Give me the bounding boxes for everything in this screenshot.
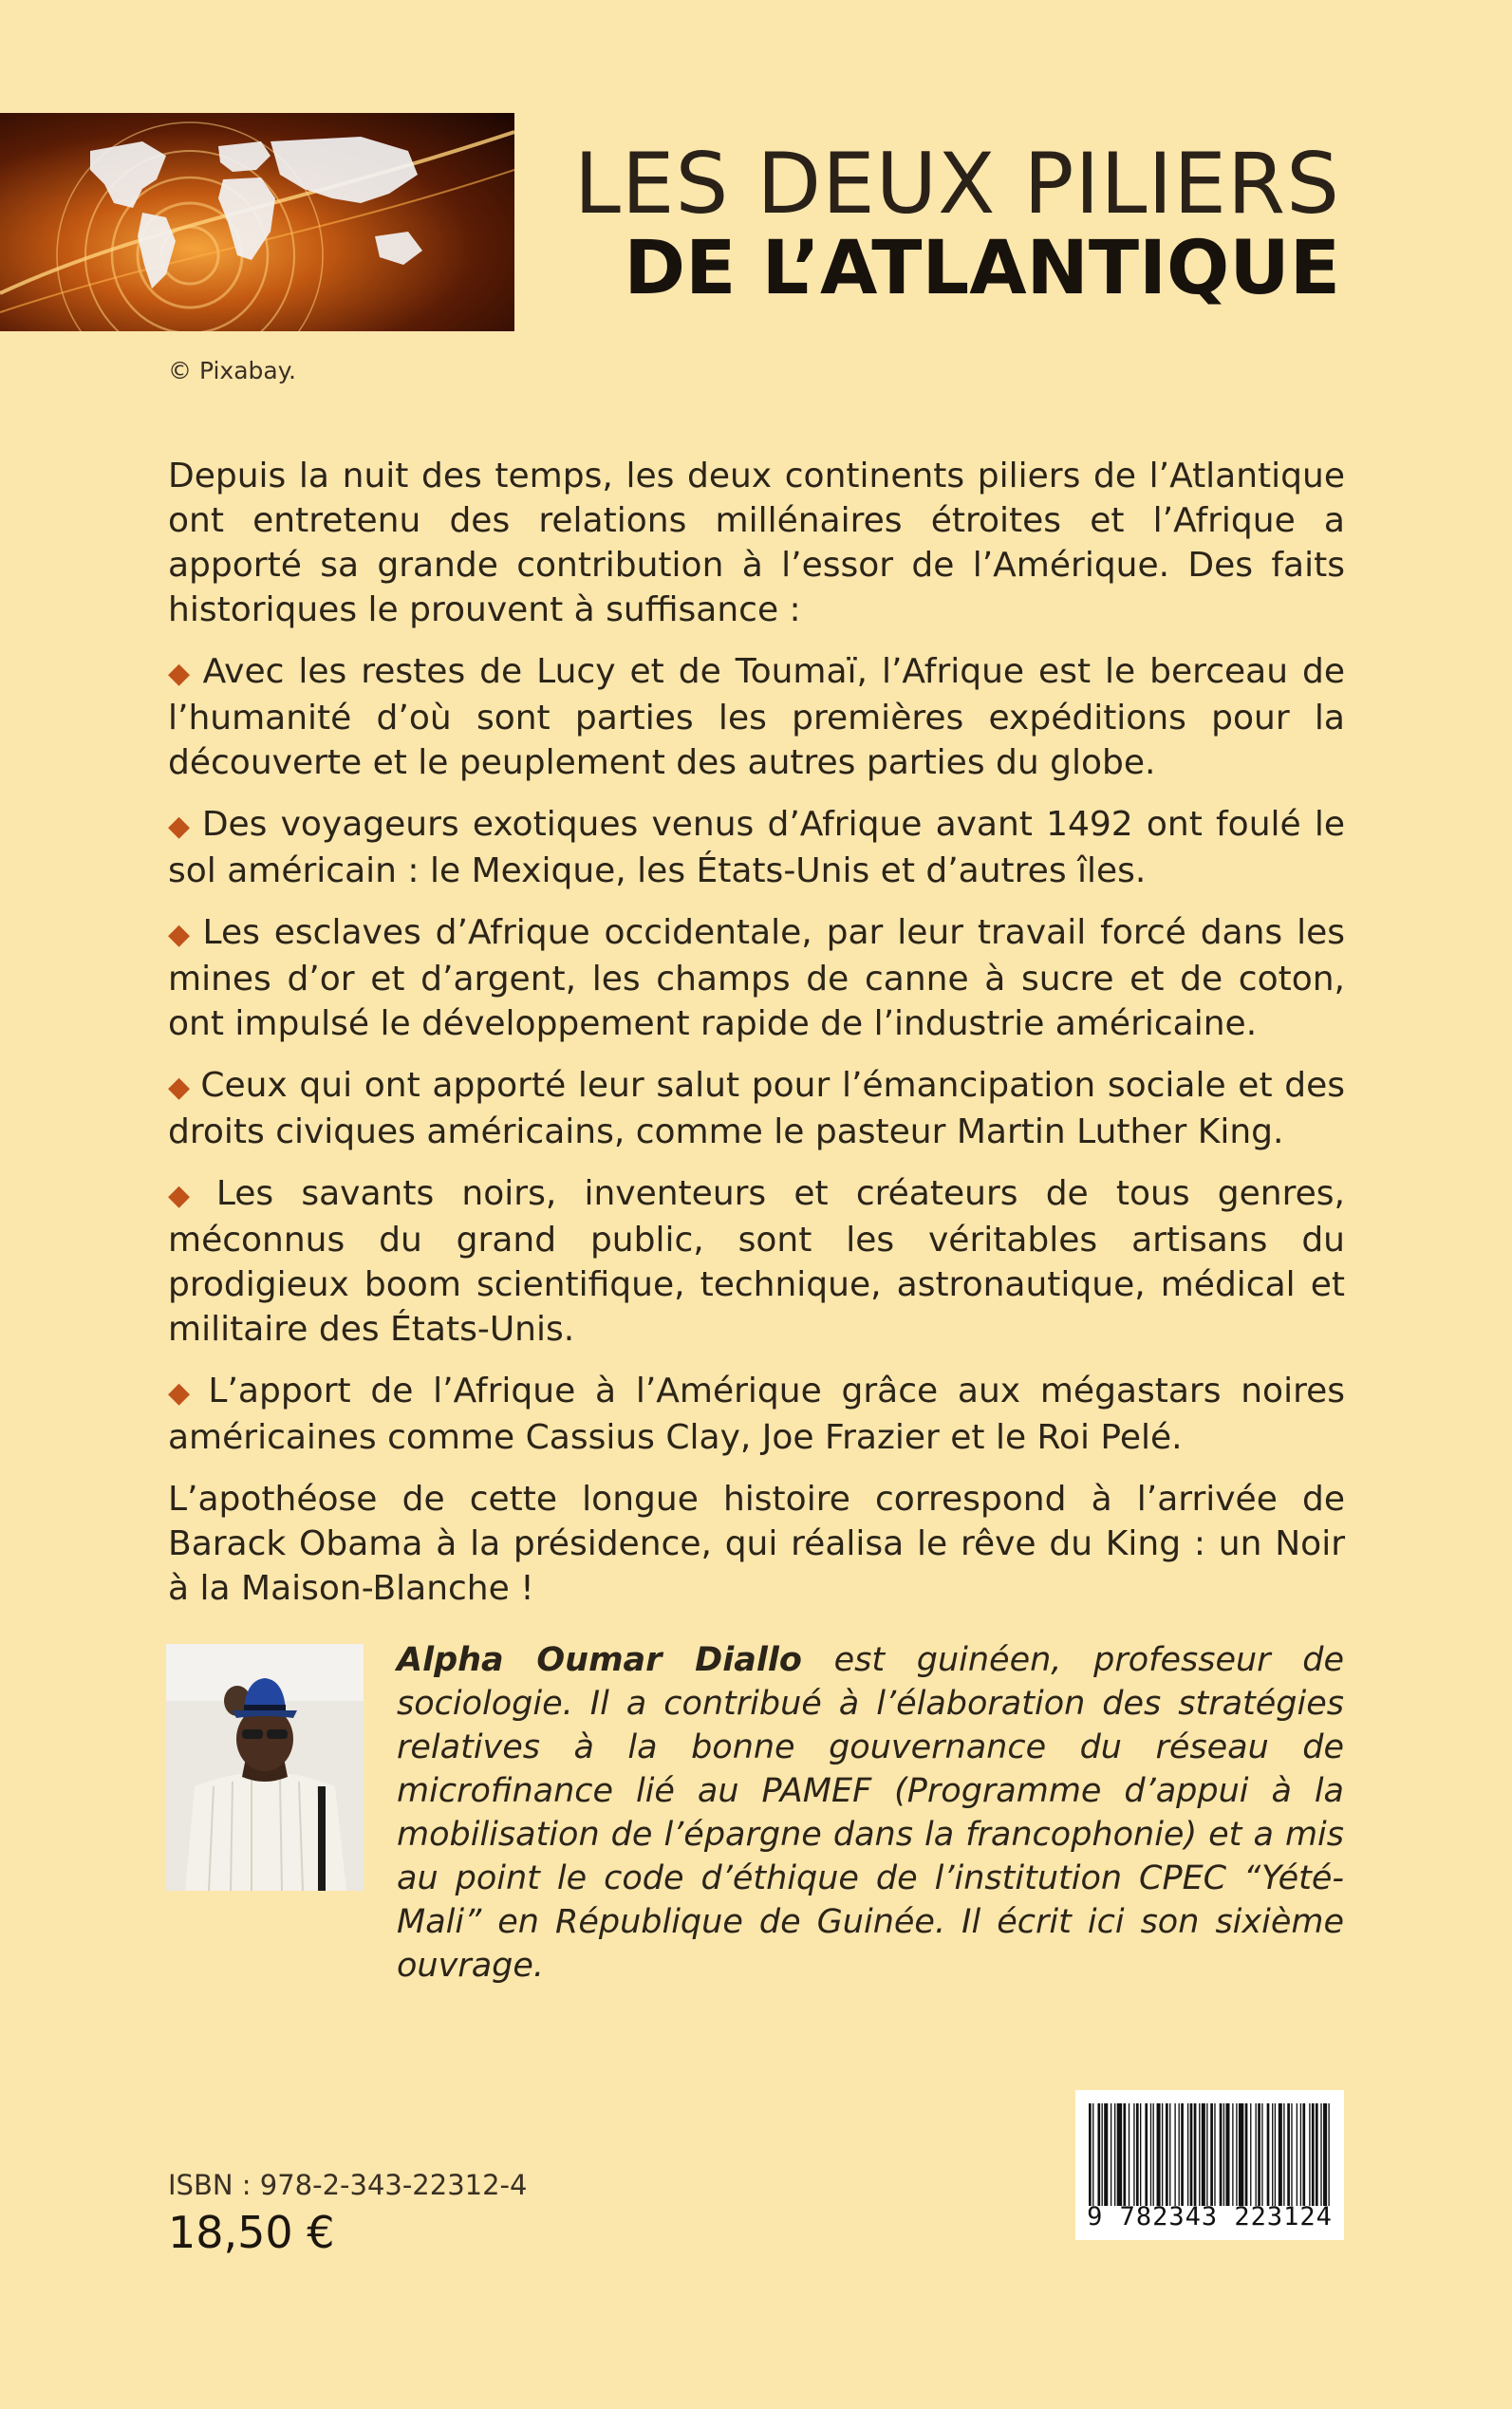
price-label: 18,50 €: [168, 2207, 335, 2258]
author-bio-text: est guinéen, professeur de sociologie. Il a contribué à l’élaboration des stratégies relatives à la bonne gouvernance du réseau de microfinance lié au PAMEF (Programme d’appui à la mobilisation de l’épargne dans la francophonie) et a mis au point le code d’éthique de l’institution CPEC “Yété-Mali” en République de Guinée. Il écrit ici son sixième ouvrage.: [397, 1641, 1344, 1985]
author-photo: [166, 1644, 364, 1891]
book-summary: [168, 454, 1345, 1628]
bullet-text: Ceux qui ont apporté leur salut pour l’émancipation sociale et des droits civiques américains, comme le pasteur Martin Luther King.: [168, 1066, 1345, 1151]
barcode-digits: 9 782343 223124: [1087, 2202, 1333, 2232]
diamond-bullet-icon: ◆: [168, 1376, 199, 1410]
summary-bullet: [168, 649, 1345, 785]
book-title-line-1: LES DEUX PILIERS: [573, 135, 1340, 233]
author-name: Alpha Oumar Diallo: [397, 1641, 802, 1679]
author-biography: [397, 1638, 1344, 1988]
summary-bullet: [168, 1063, 1345, 1154]
diamond-bullet-icon: ◆: [168, 1071, 192, 1104]
isbn-barcode: [1075, 2090, 1344, 2240]
summary-bullet: [168, 1171, 1345, 1352]
summary-intro: Depuis la nuit des temps, les deux continents piliers de l’Atlantique ont entretenu des relations millénaires étroites et l’Afrique a apporté sa grande contribution à l’essor de l’Amérique. Des faits historiques le prouvent à suffisance :: [168, 457, 1345, 629]
bullet-text: Les esclaves d’Afrique occidentale, par leur travail forcé dans les mines d’or et d’argent, les champs de canne à sucre et de coton, ont impulsé le développement rapide de l’industrie américaine.: [168, 913, 1345, 1043]
diamond-bullet-icon: ◆: [168, 918, 194, 951]
barcode-bars: [1087, 2103, 1333, 2206]
summary-conclusion: L’apothéose de cette longue histoire correspond à l’arrivée de Barack Obama à la présidence, qui réalisa le rêve du King : un Noir à la Maison-Blanche !: [168, 1480, 1345, 1608]
summary-bullet: [168, 802, 1345, 893]
cover-world-map-image: [0, 113, 514, 331]
diamond-bullet-icon: ◆: [168, 810, 193, 843]
summary-bullet: [168, 910, 1345, 1046]
bullet-text: Les savants noirs, inventeurs et créateurs de tous genres, méconnus du grand public, sont les véritables artisans du prodigieux boom scientifique, technique, astronautique, médical et militaire des États-Unis.: [168, 1174, 1345, 1349]
diamond-bullet-icon: ◆: [168, 657, 194, 690]
bullet-text: Des voyageurs exotiques venus d’Afrique avant 1492 ont foulé le sol américain : le Mexique, les États-Unis et d’autres îles.: [168, 805, 1345, 890]
summary-bullet: [168, 1369, 1345, 1460]
bullet-text: L’apport de l’Afrique à l’Amérique grâce aux mégastars noires américaines comme Cassius Clay, Joe Frazier et le Roi Pelé.: [168, 1372, 1346, 1457]
isbn-label: ISBN : 978-2-343-22312-4: [168, 2169, 528, 2201]
bullet-text: Avec les restes de Lucy et de Toumaï, l’Afrique est le berceau de l’humanité d’où sont parties les premières expéditions pour la découverte et le peuplement des autres parties du globe.: [168, 652, 1345, 782]
diamond-bullet-icon: ◆: [168, 1179, 207, 1212]
book-title-line-2: DE L’ATLANTIQUE: [624, 226, 1340, 311]
image-credit: © Pixabay.: [168, 357, 296, 384]
